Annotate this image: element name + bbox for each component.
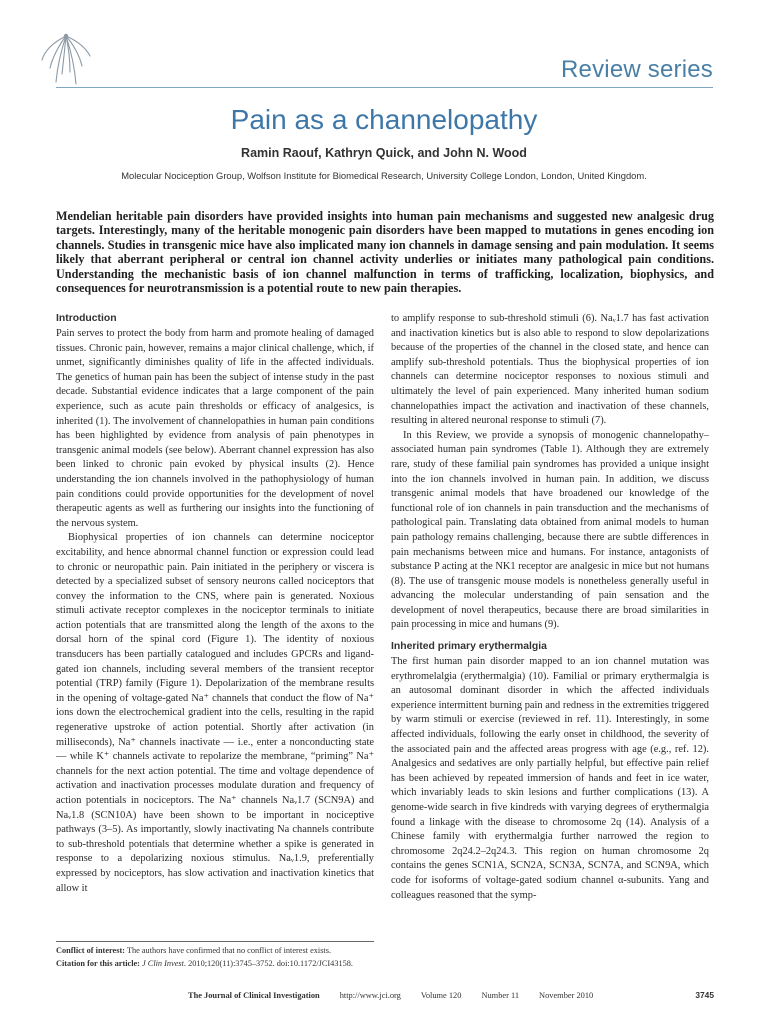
citation-text: 2010;120(11):3745–3752. doi:10.1172/JCI43158. xyxy=(188,958,353,968)
section-heading-introduction: Introduction xyxy=(56,313,117,324)
conflict-label: Conflict of interest: xyxy=(56,946,125,955)
footer-volume: Volume 120 xyxy=(420,991,462,1000)
article-title: Pain as a channelopathy xyxy=(230,104,538,135)
citation-note xyxy=(56,958,374,971)
erythermalgia-paragraph: The first human pain disorder mapped to an ion channel mutation was erythromelalgia (erythermalgia) (10). Familial or primary erythermalgia is an autosomal dominant disorder in which the affected individuals experience intermittent burning pain and redness in the extremities triggered by warm stimuli or exercise (reviewed in ref. 11). Interestingly, in some affected individuals, following the early onset in childhood, the severity of the associated pain and the affected areas progress with age (e.g., ref. 12). Analgesics and sedatives are only partially helpful, but effective pain relief has been achieved by repeated immersion of hands and feet in ice water, which invariably leads to skin lesions and further complications (13). A genome-wide search in five kindreds with varying degrees of erythermalgia found a linkage with the disease to chromosome 2q (14). Analysis of a Chinese family with erythermalgia further narrowed the region to chromosome 2q24.2–2q24.3. This region on human chromosome 2q contains the genes SCN1A, SCN2A, SCN3A, SCN7A, and SCN9A, which code for isoforms of voltage-gated sodium channel α-subunits. Yang and colleagues reasoned that the symp- xyxy=(391,656,709,901)
citation-label: Citation for this article: xyxy=(56,958,140,968)
intro-paragraph-1: Pain serves to protect the body from harm and promote healing of damaged tissues. Chronic pain, however, remains a major clinical challenge, which, if unmet, significantly diminishes quality of life in the affected individuals. The genetics of human pain has been the subject of intense study in the past decade. Substantial evidence indicates that a large component of the pain experience, such as acute pain thresholds or efficacy of analgesics, is inherited (1). The involvement of channelopathies in human pain conditions has been highlighted by evidence from analysis of pain phenotypes in transgenic animal models (see below). Aberrant channel expression has also been linked to chronic pain evoked by physical insults (2). Hence understanding the ion channels involved in the pathophysiology of human pain conditions could provide opportunities for the development of novel therapeutic agents as well as furthering our insights into the functioning of the nervous system. xyxy=(56,328,374,529)
header-divider xyxy=(56,87,713,88)
conflict-of-interest-note xyxy=(56,945,374,958)
page-footer xyxy=(56,990,714,1000)
footer-journal-name: The Journal of Clinical Investigation xyxy=(188,991,320,1000)
footer-url[interactable]: http://www.jci.org xyxy=(339,991,401,1000)
conflict-text: The authors have confirmed that no conflict of interest exists. xyxy=(126,946,332,955)
page-number: 3745 xyxy=(695,990,714,1000)
intro-paragraph-2: Biophysical properties of ion channels can determine nociceptor excitability, and hence abnormal channel function or expression could lead to chronic or neuropathic pain. Pain initiated in the periphery or viscera is detected by a specialized subset of sensory neurons called nociceptors that convey the information to the CNS, where pain is generated. Noxious stimuli activate receptor complexes in the nociceptor terminals to initiate action potentials that are transmitted along the length of the axons to the dorsal horn of the spinal cord (Figure 1). The identity of noxious transducers has been partially catalogued and includes GPCRs and ligand-gated ion channels, including several members of the transient receptor potential (TRP) family (Figure 1). Depolarization of the membrane results in the opening of voltage-gated Na⁺ channels that conduct the flow of Na⁺ ions down the electrochemical gradient into the cells, resulting in the rapid regenerative upstroke of action potential. Shortly after activation (in milliseconds), Na⁺ channels inactivate — i.e., enter a nonconducting state — while K⁺ channels activate to repolarize the membrane, “priming” Na⁺ channels for the next action potential. The time and voltage dependence of activation and inactivation processes modulate duration and frequency of action potentials in nociceptors. The Na⁺ channels Naᵥ1.7 (SCN9A) and Naᵥ1.8 (SCN10A) have been shown to be important in nociceptive pathways (3–5). As importantly, slowly inactivating Na channels contribute to sub-threshold potentials that determine whether a spike is generated in response to a depolarizing noxious stimulus. Naᵥ1.9, preferentially expressed by nociceptors, has slow activation and inactivation kinetics that allow it xyxy=(56,532,374,894)
body-paragraph-continued: to amplify response to sub-threshold stimuli (6). Naᵥ1.7 has fast activation and inactivation kinetics but is also able to respond to slow depolarizations because of the properties of the channel in the closed state, and hence can amplify sub-threshold potentials. Thus the biophysical properties of ion channels can determine nociceptor responses to noxious stimuli and ultimately the level of pain experienced. Many inherited human sodium channelopathies impact the activation and inactivation of these channels, resulting in altered neuronal response to stimuli (7). xyxy=(391,313,709,427)
review-series-label: Review series xyxy=(561,56,713,83)
left-column xyxy=(56,312,374,938)
article-abstract: Mendelian heritable pain disorders have provided insights into human pain mechanisms and suggested new analgesic drug targets. Interestingly, many of the heritable monogenic pain disorders have been mapped to mutations in genes encoding ion channels. Studies in transgenic mice have also implicated many ion channels in damage sensing and pain modulation. It seems likely that aberrant peripheral or central ion channel activity underlies or initiates many pathological pain conditions. Understanding the mechanistic basis of ion channel malfunction in terms of trafficking, localization, biophysics, and consequences for neurotransmission is a potential route to new pain therapies. xyxy=(56,209,714,296)
footer-number: Number 11 xyxy=(481,991,520,1000)
footnotes xyxy=(56,945,374,970)
citation-journal: J Clin Invest. xyxy=(142,958,187,968)
article-authors: Ramin Raouf, Kathryn Quick, and John N. Wood xyxy=(241,146,527,160)
article-affiliation: Molecular Nociception Group, Wolfson Institute for Biomedical Research, University College London, London, United Kingdom. xyxy=(121,170,647,181)
right-column xyxy=(391,312,709,964)
footnote-divider xyxy=(56,941,374,942)
section-heading-erythermalgia: Inherited primary erythermalgia xyxy=(391,641,547,653)
footer-date: November 2010 xyxy=(539,991,594,1000)
review-overview-paragraph: In this Review, we provide a synopsis of monogenic channelopathy–associated human pain syndromes (Table 1). Although they are extremely rare, study of these familial pain syndromes has provided a unique insight into the ion channels involved in human pain. In addition, we discuss transgenic animal models that have broadened our knowledge of the functional role of ion channels in pain transduction and the mechanisms of pathological pain. Translating data obtained from animal models to human pain pathology remains challenging, because there are subtle differences in pain mechanisms between mice and humans. For instance, antagonists of substance P acting at the NK1 receptor are analgesic in mice but not humans (8). The use of transgenic mouse models is nonetheless generally useful in advancing the molecular understanding of pain sensation and the development of novel therapeutics, because there are broad similarities in pain processing in mice and humans (9). xyxy=(391,429,709,631)
